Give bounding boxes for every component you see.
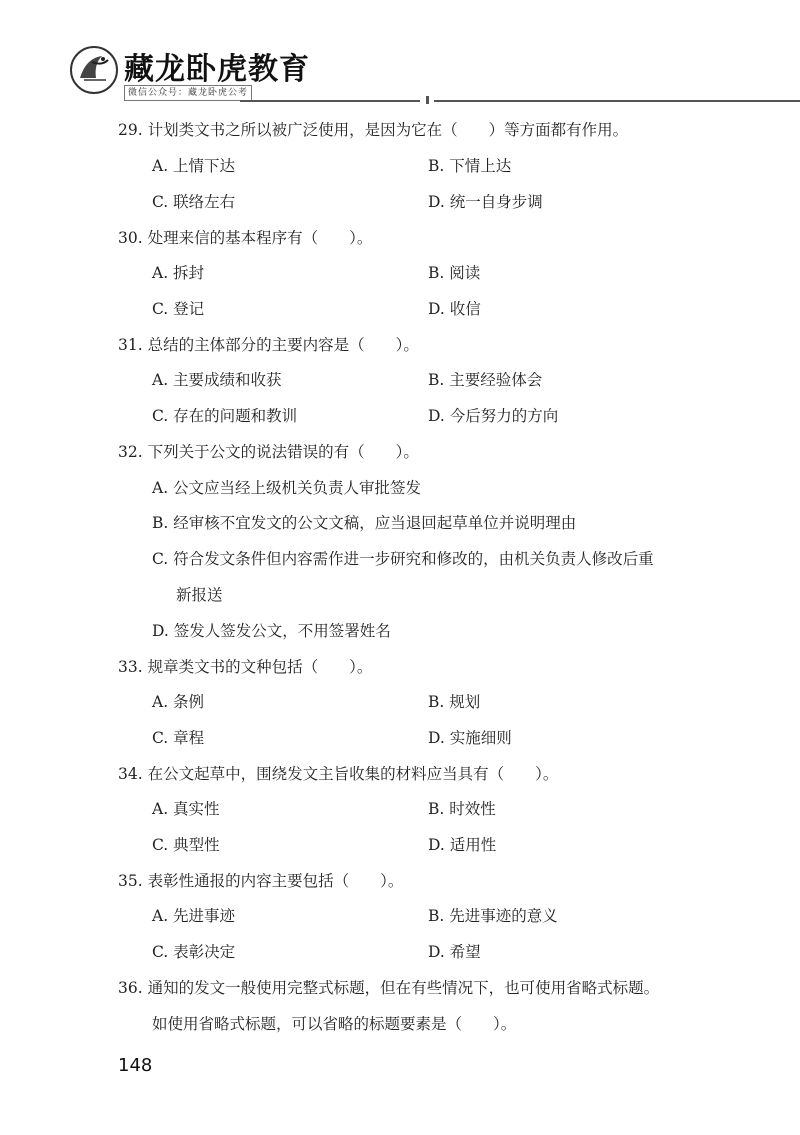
- q31-option-c: C. 存在的问题和教训: [152, 407, 298, 425]
- q29-option-b: B. 下情上达: [428, 157, 512, 175]
- q30-option-b: B. 阅读: [428, 264, 481, 282]
- q33-option-a: A. 条例: [152, 693, 205, 711]
- q34-option-d: D. 适用性: [428, 836, 497, 854]
- question-35: 35. 表彰性通报的内容主要包括（ ）。: [118, 872, 404, 890]
- header-rule-left: [240, 100, 420, 102]
- page-number: 148: [118, 1055, 153, 1076]
- page-header: [0, 0, 800, 108]
- q29-option-d: D. 统一自身步调: [428, 193, 543, 211]
- header-rule-right: [434, 100, 800, 102]
- q33-option-d: D. 实施细则: [428, 729, 512, 747]
- q32-option-c-cont: 新报送: [176, 586, 223, 604]
- q35-option-c: C. 表彰决定: [152, 943, 236, 961]
- brand-subtitle: 微信公众号：藏龙卧虎公考: [124, 85, 252, 101]
- q35-option-d: D. 希望: [428, 943, 481, 961]
- q34-option-c: C. 典型性: [152, 836, 220, 854]
- q29-option-a: A. 上情下达: [152, 157, 236, 175]
- q32-option-d: D. 签发人签发公文，不用签署姓名: [152, 622, 391, 640]
- logo-emblem: [70, 46, 118, 94]
- q34-option-b: B. 时效性: [428, 800, 496, 818]
- question-31: 31. 总结的主体部分的主要内容是（ ）。: [118, 336, 419, 354]
- q31-option-d: D. 今后努力的方向: [428, 407, 559, 425]
- header-rule-tick: [426, 96, 429, 104]
- q34-option-a: A. 真实性: [152, 800, 220, 818]
- question-30: 30. 处理来信的基本程序有（ ）。: [118, 229, 373, 247]
- q32-option-a: A. 公文应当经上级机关负责人审批签发: [152, 479, 422, 497]
- brand-name: 藏龙卧虎教育: [124, 52, 310, 87]
- q32-option-c: C. 符合发文条件但内容需作进一步研究和修改的，由机关负责人修改后重: [152, 550, 654, 568]
- q30-option-d: D. 收信: [428, 300, 481, 318]
- q29-option-c: C. 联络左右: [152, 193, 236, 211]
- question-36-cont: 如使用省略式标题，可以省略的标题要素是（ ）。: [152, 1015, 517, 1033]
- q30-option-c: C. 登记: [152, 300, 205, 318]
- q32-option-b: B. 经审核不宜发文的公文文稿，应当退回起草单位并说明理由: [152, 514, 577, 532]
- q33-option-c: C. 章程: [152, 729, 205, 747]
- q31-option-b: B. 主要经验体会: [428, 371, 543, 389]
- question-32: 32. 下列关于公文的说法错误的有（ ）。: [118, 443, 419, 461]
- q35-option-a: A. 先进事迹: [152, 907, 236, 925]
- question-36: 36. 通知的发文一般使用完整式标题，但在有些情况下，也可使用省略式标题。: [118, 979, 660, 997]
- q31-option-a: A. 主要成绩和收获: [152, 371, 282, 389]
- q35-option-b: B. 先进事迹的意义: [428, 907, 558, 925]
- q33-option-b: B. 规划: [428, 693, 481, 711]
- question-34: 34. 在公文起草中，围绕发文主旨收集的材料应当具有（ ）。: [118, 765, 559, 783]
- q30-option-a: A. 拆封: [152, 264, 205, 282]
- question-33: 33. 规章类文书的文种包括（ ）。: [118, 658, 373, 676]
- question-29: 29. 计划类文书之所以被广泛使用，是因为它在（ ）等方面都有作用。: [118, 121, 629, 139]
